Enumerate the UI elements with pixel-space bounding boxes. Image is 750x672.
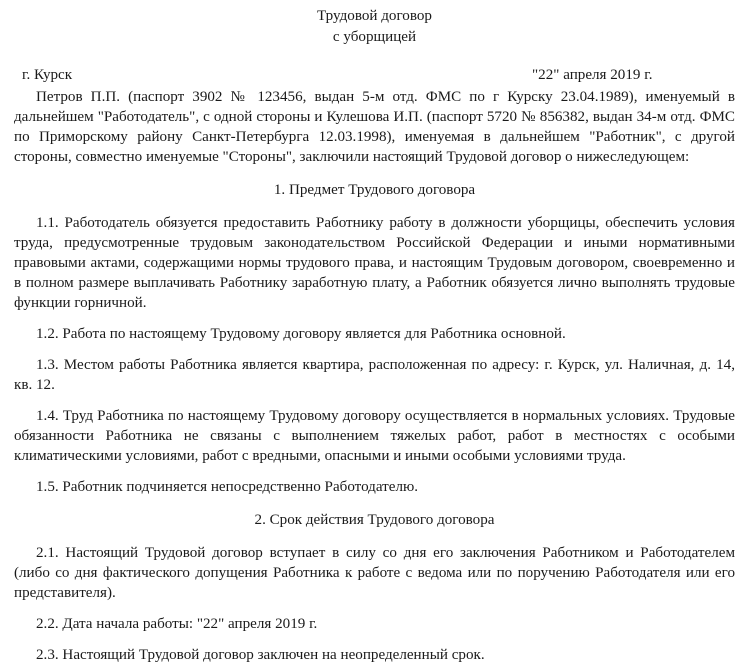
clause-2-2: 2.2. Дата начала работы: "22" апреля 2019 г. <box>36 616 318 632</box>
clause-1-1: 1.1. Работодатель обязуется предоставить Работнику работу в должности уборщицы, обеспечить условия труда, предусмотренные трудовым законодательством Российской Федерации и иными нормативными правовыми актами, содержащими нормы трудового права, и настоящим Трудовым договором, своевременно и в полном размере выплачивать Работнику заработную плату, а Работник обязуется лично выполнять трудовые функции горничной. <box>14 215 735 311</box>
clause-1-4: 1.4. Труд Работника по настоящему Трудовому договору осуществляется в нормальных условиях. Трудовые обязанности Работника не связаны с выполнением тяжелых работ, работ в местностях с особыми климатическими условиями, работ с вредными, опасными и иными особыми условиями труда. <box>14 408 735 464</box>
clause-2-1: 2.1. Настоящий Трудовой договор вступает в силу со дня его заключения Работником и Работодателем (либо со дня фактического допущения Работника к работе с ведома или по поручению Работодателя или его представителя). <box>14 545 735 601</box>
place-date-row <box>14 65 735 87</box>
document-place: г. Курск <box>22 67 73 83</box>
document-title-line-2: с уборщицей <box>332 29 417 45</box>
clause-2-3: 2.3. Настоящий Трудовой договор заключен на неопределенный срок. <box>36 647 485 663</box>
section-heading-2: 2. Срок действия Трудового договора <box>254 512 495 528</box>
document-preamble: Петров П.П. (паспорт 3902 № 123456, выдан 5-м отд. ФМС по г Курску 23.04.1989), именуемый в дальнейшем "Работодатель", с одной стороны и Кулешова И.П. (паспорт 5720 № 856382, выдан 34-м отд. ФМС по Приморскому району Санкт-Петербурга 12.03.1998), именуемая в дальнейшем "Работник", с другой стороны, совместно именуемые "Стороны", заключили настоящий Трудовой договор о нижеследующем: <box>14 89 735 165</box>
document-title <box>14 0 735 48</box>
clause-1-5: 1.5. Работник подчиняется непосредственно Работодателю. <box>36 479 419 495</box>
clause-1-2: 1.2. Работа по настоящему Трудовому договору является для Работника основной. <box>36 326 566 342</box>
section-heading-1: 1. Предмет Трудового договора <box>273 182 476 198</box>
document-title-line-1: Трудовой договор <box>317 8 432 24</box>
clause-1-3: 1.3. Местом работы Работника является квартира, расположенная по адресу: г. Курск, ул. Наличная, д. 14, кв. 12. <box>14 357 735 393</box>
document-date: "22" апреля 2019 г. <box>532 67 653 83</box>
